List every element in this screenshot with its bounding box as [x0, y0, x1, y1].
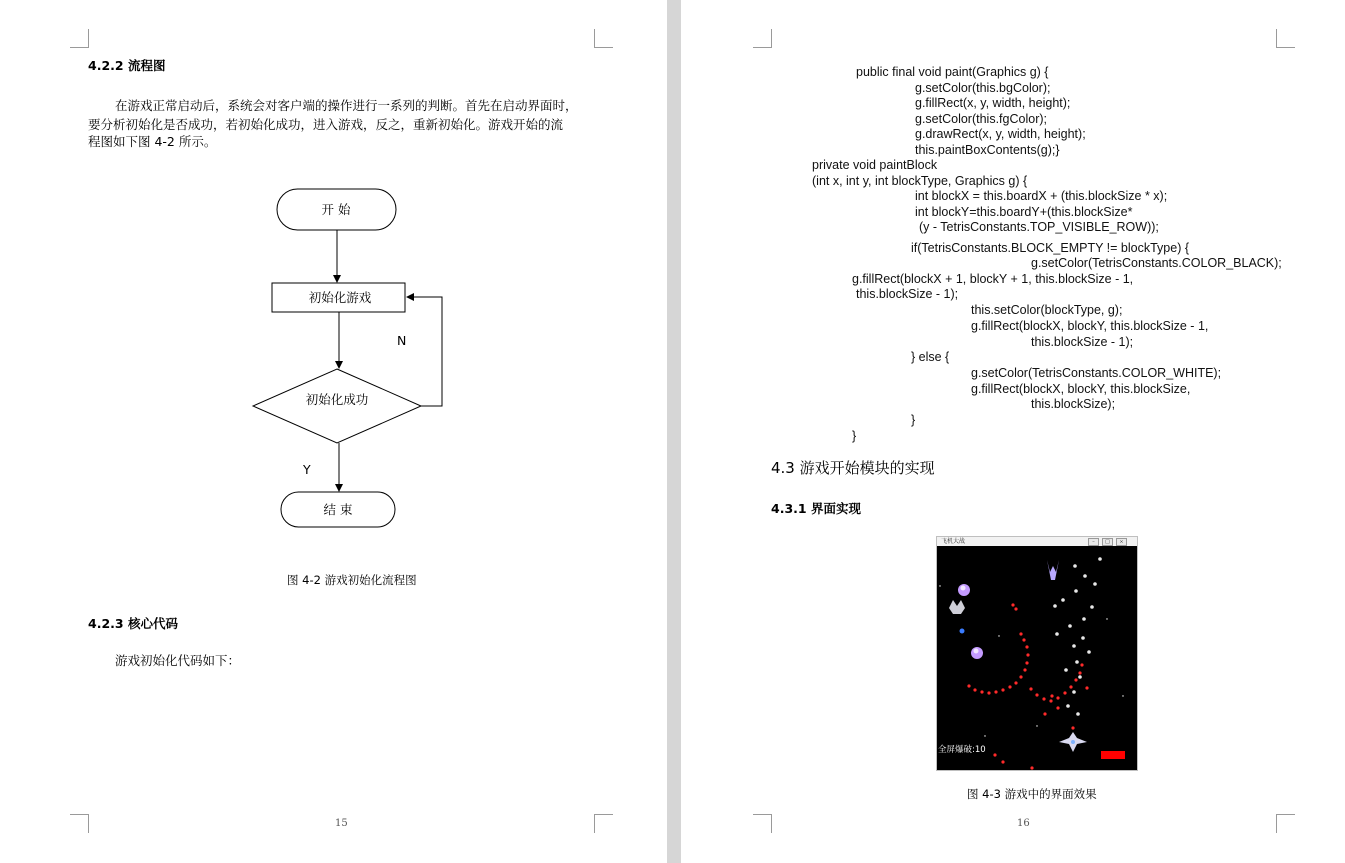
- player-ship: [1059, 732, 1087, 752]
- powerup-orbs: [958, 584, 983, 659]
- code-line: this.blockSize - 1);: [1031, 335, 1134, 349]
- no-label: N: [397, 333, 407, 348]
- game-sprites: [937, 546, 1137, 770]
- document-page-16: [681, 0, 1345, 863]
- close-icon: ×: [1116, 538, 1127, 546]
- margin-mark: [753, 29, 772, 48]
- code-line: g.setColor(TetrisConstants.COLOR_WHITE);: [971, 366, 1222, 380]
- code-intro-text: 游戏初始化代码如下：: [115, 653, 241, 668]
- paragraph-line: 要分析初始化是否成功，若初始化成功，进入游戏，反之，重新初始化。游戏开始的流: [88, 117, 564, 132]
- code-line: (y - TetrisConstants.TOP_VISIBLE_ROW));: [919, 220, 1159, 234]
- page-number: 15: [335, 818, 348, 829]
- init-flowchart: [240, 180, 470, 540]
- code-line: this.blockSize - 1);: [856, 287, 959, 301]
- game-window-titlebar: [937, 537, 1137, 546]
- yes-label: Y: [303, 462, 311, 477]
- section-heading-4-2-2: 4.2.2 流程图: [88, 58, 166, 73]
- code-line: }: [911, 413, 916, 427]
- section-heading-4-3: 4.3 游戏开始模块的实现: [771, 459, 935, 477]
- code-line: int blockY=this.boardY+(this.blockSize*: [915, 205, 1133, 219]
- margin-mark: [1276, 29, 1295, 48]
- bomb-count-label: 全屏爆破:10: [938, 745, 986, 755]
- code-line: g.fillRect(blockX, blockY, this.blockSize - 1,: [971, 319, 1209, 333]
- code-line: this.paintBoxContents(g);}: [915, 143, 1060, 157]
- decision-label: 初始化成功: [305, 392, 369, 407]
- margin-mark: [594, 814, 613, 833]
- game-playfield: [937, 546, 1137, 770]
- end-label: 结 束: [323, 502, 353, 517]
- code-line: if(TetrisConstants.BLOCK_EMPTY != blockType) {: [911, 241, 1190, 255]
- code-line: g.setColor(this.fgColor);: [915, 112, 1047, 126]
- player-health-bar: [1101, 751, 1125, 759]
- figure-caption-4-2: 图 4-2 游戏初始化流程图: [287, 573, 417, 587]
- start-label: 开 始: [321, 202, 351, 217]
- paragraph-line: 程图如下图 4-2 所示。: [88, 134, 217, 149]
- code-line: int blockX = this.boardX + (this.blockSize * x);: [915, 189, 1168, 203]
- code-line: this.setColor(blockType, g);: [971, 303, 1123, 317]
- code-line: g.setColor(this.bgColor);: [915, 81, 1051, 95]
- page-gutter: [667, 0, 681, 863]
- code-line: g.fillRect(blockX + 1, blockY + 1, this.blockSize - 1,: [852, 272, 1134, 286]
- margin-mark: [70, 29, 89, 48]
- code-line: this.blockSize);: [1031, 397, 1116, 411]
- maximize-icon: □: [1102, 538, 1113, 546]
- margin-mark: [594, 29, 613, 48]
- paragraph-line: 在游戏正常启动后，系统会对客户端的操作进行一系列的判断。首先在启动界面时，: [115, 98, 578, 113]
- section-heading-4-2-3: 4.2.3 核心代码: [88, 616, 178, 631]
- margin-mark: [70, 814, 89, 833]
- document-page-15: [0, 0, 667, 863]
- code-line: g.fillRect(x, y, width, height);: [915, 96, 1071, 110]
- code-line: }: [852, 429, 857, 443]
- page-number: 16: [1017, 818, 1030, 829]
- code-line: (int x, int y, int blockType, Graphics g) {: [812, 174, 1028, 188]
- code-line: g.setColor(TetrisConstants.COLOR_BLACK);: [1031, 256, 1282, 270]
- code-line: private void paintBlock: [812, 158, 938, 172]
- section-heading-4-3-1: 4.3.1 界面实现: [771, 501, 861, 516]
- game-window-title: 飞机大战: [941, 538, 966, 545]
- player-bullets: [1053, 557, 1102, 716]
- margin-mark: [1276, 814, 1295, 833]
- code-line: public final void paint(Graphics g) {: [856, 65, 1049, 79]
- retry-loop-arrow: [407, 297, 442, 406]
- code-line: g.drawRect(x, y, width, height);: [915, 127, 1086, 141]
- code-line: } else {: [911, 350, 950, 364]
- init-label: 初始化游戏: [308, 290, 372, 305]
- margin-mark: [753, 814, 772, 833]
- minimize-icon: –: [1088, 538, 1099, 546]
- figure-caption-4-3: 图 4-3 游戏中的界面效果: [967, 787, 1097, 801]
- star-field: [939, 585, 1123, 736]
- game-screenshot: [936, 536, 1138, 771]
- code-line: g.fillRect(blockX, blockY, this.blockSize,: [971, 382, 1191, 396]
